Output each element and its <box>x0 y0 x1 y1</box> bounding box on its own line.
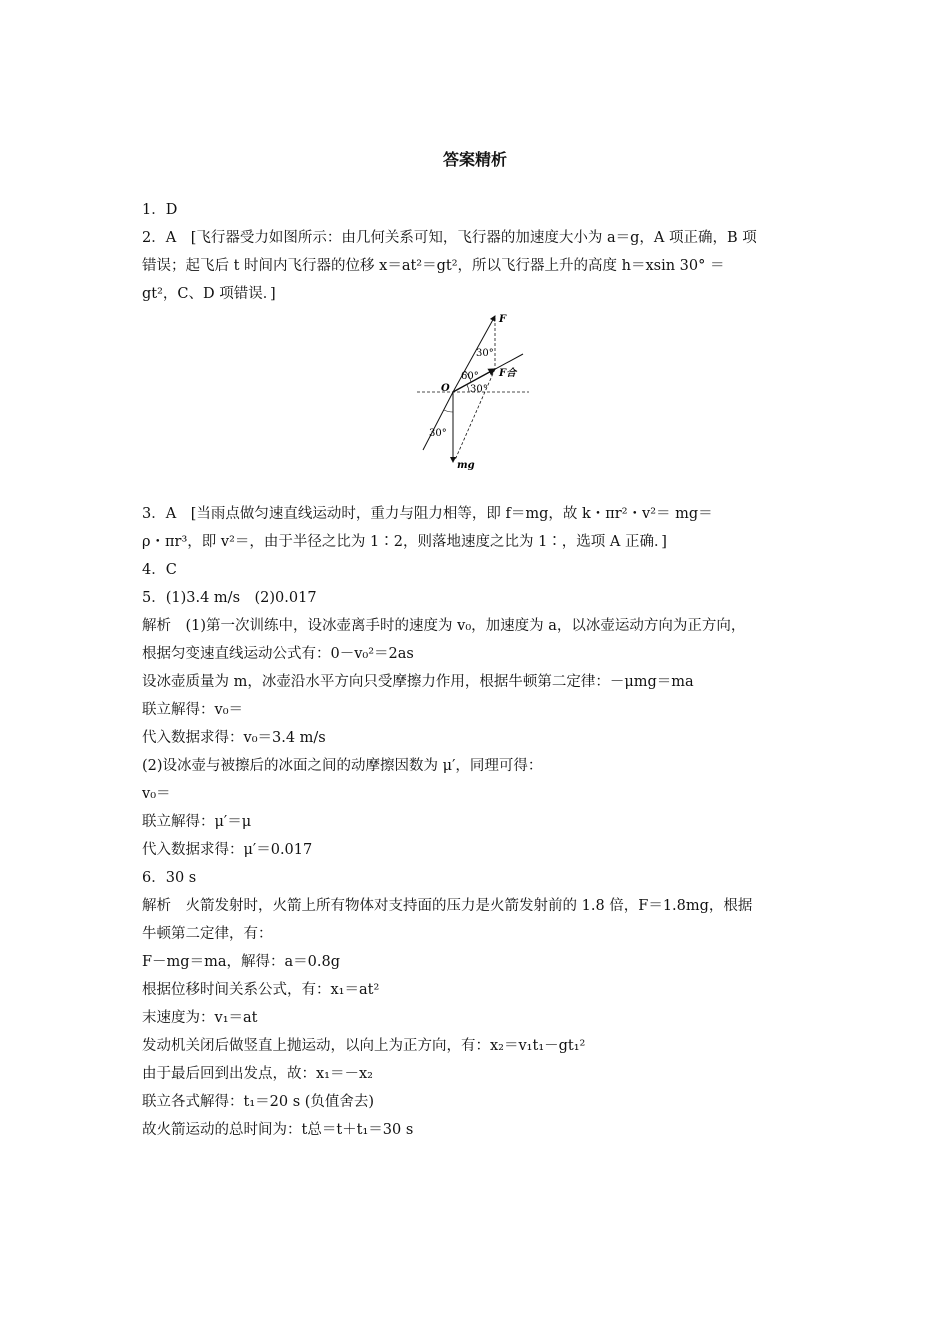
text-line: 根据位移时间关系公式，有：x₁＝at² <box>142 982 380 998</box>
text-line: 解析 火箭发射时，火箭上所有物体对支持面的压力是火箭发射前的 1.8 倍，F＝1.8mg，根据 <box>142 898 753 914</box>
text-line: 解析 (1)第一次训练中，设冰壶离手时的速度为 v₀，加速度为 a，以冰壶运动方向为正方向， <box>142 618 746 634</box>
text-line: 5．(1)3.4 m/s (2)0.017 <box>142 590 317 606</box>
force-diagram <box>142 312 814 498</box>
angle-arc <box>467 385 469 392</box>
text-line: 由于最后回到出发点，故：x₁＝－x₂ <box>142 1066 373 1082</box>
label-f: F <box>499 314 507 325</box>
text-line: ρ・πr³，即 v²＝，由于半径之比为 1∶2，则落地速度之比为 1∶，选项 A 正确．] <box>142 534 667 550</box>
text-line: F－mg＝ma，解得：a＝0.8g <box>142 954 340 970</box>
label-angle-right: 30° <box>470 384 488 395</box>
text-line: v₀＝ <box>142 786 171 802</box>
text-line: 联立各式解得：t₁＝20 s (负值舍去) <box>142 1094 375 1110</box>
label-angle-bottom: 30° <box>429 428 447 439</box>
extension-line <box>423 392 453 450</box>
dashed-diagonal <box>455 369 495 460</box>
text-line: 代入数据求得：μ′＝0.017 <box>142 842 313 858</box>
label-origin: O <box>441 383 450 394</box>
text-line: 牛顿第二定律，有： <box>142 926 273 942</box>
angle-arc <box>444 410 453 412</box>
text-line: 根据匀变速直线运动公式有：0－v₀²＝2as <box>142 646 414 662</box>
text-line: 3．A [当雨点做匀速直线运动时，重力与阻力相等，即 f＝mg，故 k・πr²・v²＝ mg＝ <box>142 506 713 522</box>
text-line: 末速度为：v₁＝at <box>142 1010 258 1026</box>
label-angle-top: 30° <box>476 348 494 359</box>
text-line: 4．C <box>142 562 177 578</box>
text-line: 故火箭运动的总时间为：t总＝t＋t₁＝30 s <box>142 1122 414 1138</box>
answer-body <box>142 196 814 1144</box>
text-line: 发动机关闭后做竖直上抛运动，以向上为正方向，有：x₂＝v₁t₁－gt₁² <box>142 1038 586 1054</box>
text-line: 设冰壶质量为 m，冰壶沿水平方向只受摩擦力作用，根据牛顿第二定律：－μmg＝ma <box>142 674 694 690</box>
label-fnet: F合 <box>499 368 517 379</box>
text-line: gt²，C、D 项错误．] <box>142 286 276 302</box>
label-mg: mg <box>457 460 475 471</box>
text-line: 联立解得：μ′＝μ <box>142 814 252 830</box>
text-line: 联立解得：v₀＝ <box>142 702 244 718</box>
page-title: 答案精析 <box>442 150 507 169</box>
text-line: 1．D <box>142 202 178 218</box>
force-diagram-svg <box>413 312 533 472</box>
text-line: 代入数据求得：v₀＝3.4 m/s <box>142 730 326 746</box>
text-line: (2)设冰壶与被擦后的冰面之间的动摩擦因数为 μ′，同理可得： <box>142 758 543 774</box>
text-line: 错误；起飞后 t 时间内飞行器的位移 x＝at²＝gt²，所以飞行器上升的高度 h＝xsin 30° ＝ <box>142 258 725 274</box>
text-line: 6．30 s <box>142 870 197 886</box>
text-line: 2．A [飞行器受力如图所示：由几何关系可知，飞行器的加速度大小为 a＝g，A 项正确，B 项 <box>142 230 757 246</box>
label-angle-mid: 60° <box>461 371 479 382</box>
